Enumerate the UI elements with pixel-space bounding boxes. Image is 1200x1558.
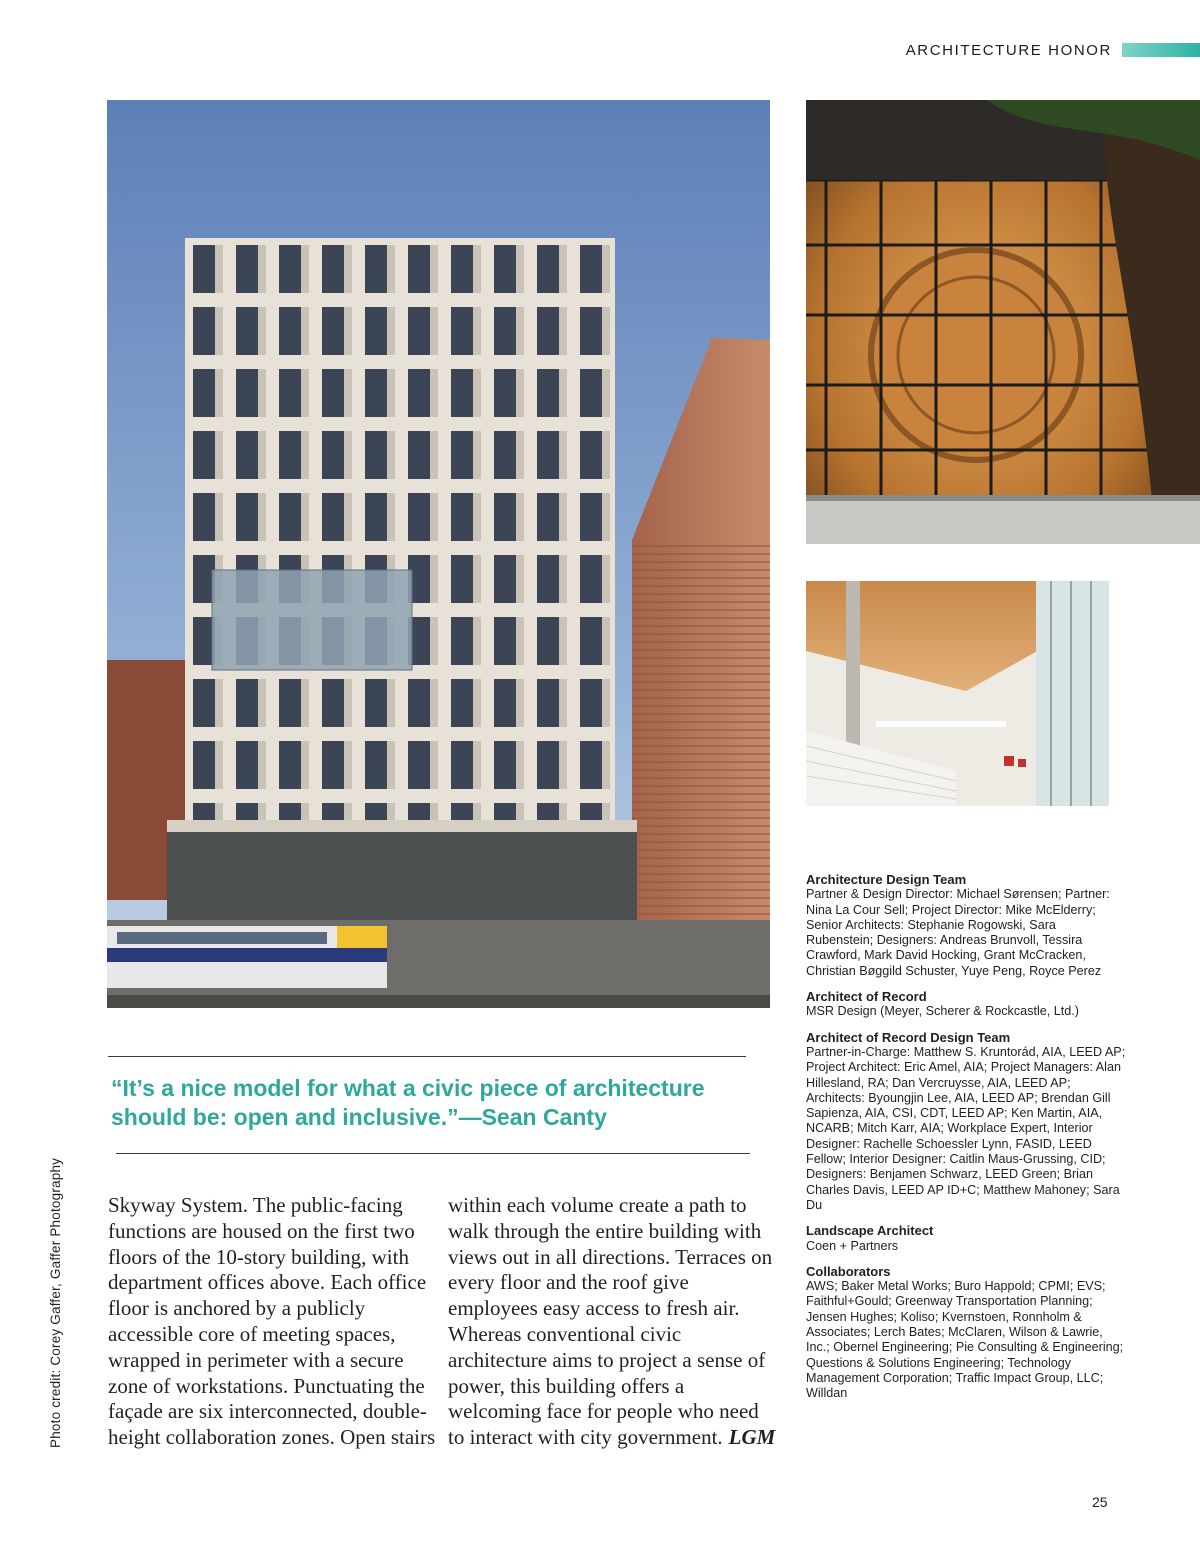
credit-heading: Architect of Record (806, 989, 927, 1005)
credit-text: MSR Design (Meyer, Scherer & Rockcastle, Ltd.) (806, 1004, 1079, 1019)
credit-heading: Collaborators (806, 1263, 891, 1279)
body-text-1: Skyway System. The public-facing functions are housed on the first two floors of the 10-story building, with department offices above. Each office floor is anchored by a publicly accessible core of meeting spaces, wrapped in perimeter with a secure zone of workstations. Punctuating the façade are six interconnected, double-height collaboration zones. Open stairs (108, 1193, 436, 1450)
photo-credit: Photo credit: Corey Gaffer, Gaffer Photography (48, 1157, 63, 1448)
page-number: 25 (1092, 1494, 1108, 1510)
credit-text: Partner-in-Charge: Matthew S. Kruntorád, AIA, LEED AP; Project Architect: Eric Amel, AIA; Project Managers: Alan Hillesland, RA; Dan Vercruysse, AIA, LEED AP; Architects: Byoungjin Lee, AIA, LEED AP; Brendan Gill Sapienza, AIA, CSI, CDT, LEED AP; Ken Martin, AIA, NCARB; Mitch Karr, AIA; Workplace Expert, Interior Designer: Rachelle Schoessler Lynn, FASID, LEED Fellow; Interior Designer: Caitlin Maus-Grussing, CID; Designers: Benjamen Schwarz, LEED Green; Brian Charles Davis, LEED AP ID+C; Matthew Mahoney; Sara Du (806, 1044, 1126, 1212)
credit-architect-of-record (806, 989, 1126, 1020)
credit-record-design-team (806, 1030, 1126, 1214)
credit-collaborators (806, 1264, 1126, 1402)
body-column-1 (108, 1193, 438, 1451)
quote-rule-top (108, 1056, 746, 1057)
accent-bar (1122, 43, 1200, 57)
credit-text: AWS; Baker Metal Works; Buro Happold; CPMI; EVS; Faithful+Gould; Greenway Transportation Planning; Jensen Hughes; Koliso; Kvernstoen, Ronnholm & Associates; Lerch Bates; McClaren, Wilson & Lawrie, Inc.; Obernel Engineering; Pie Consulting & Engineering; Questions & Solutions Engineering; Technology Management Corporation; Traffic Impact Group, LLC; Willdan (806, 1279, 1124, 1401)
interior-atrium-photo (806, 581, 1109, 806)
section-label: ARCHITECTURE HONOR (905, 42, 1112, 59)
quote-rule-bottom (116, 1153, 750, 1154)
credit-heading: Landscape Architect (806, 1223, 934, 1239)
building-exterior-photo (107, 100, 770, 1008)
credit-text: Partner & Design Director: Michael Sørensen; Partner: Nina La Cour Sell; Project Director: Mike McElderry; Senior Architects: Stephanie Rogowski, Sara Rubenstein; Designers: Andreas Brunvoll, Tessira Crawford, Mark David Hocking, Grant McCracken, Christian Bøggild Schuster, Yuye Peng, Royce Perez (806, 887, 1110, 978)
body-column-2 (448, 1193, 778, 1451)
credit-heading: Architecture Design Team (806, 872, 967, 887)
glass-lobby-seal-photo (806, 100, 1200, 544)
credit-design-team (806, 872, 1126, 979)
body-text-2: within each volume create a path to walk through the entire building with views out in all directions. Terraces on every floor and the roof give employees easy access to fresh air. Whereas conventional civic architecture aims to project a sense of power, this building offers a welcoming face for people who need to interact with city government. (448, 1193, 773, 1450)
author-signature: LGM (728, 1425, 776, 1450)
credit-heading: Architect of Record Design Team (806, 1029, 1011, 1045)
project-credits (806, 872, 1126, 1412)
credit-text: Coen + Partners (806, 1238, 899, 1253)
credit-landscape-architect (806, 1223, 1126, 1254)
pull-quote: “It’s a nice model for what a civic piece of architecture should be: open and inclusive.”—Sean Canty (111, 1075, 705, 1130)
